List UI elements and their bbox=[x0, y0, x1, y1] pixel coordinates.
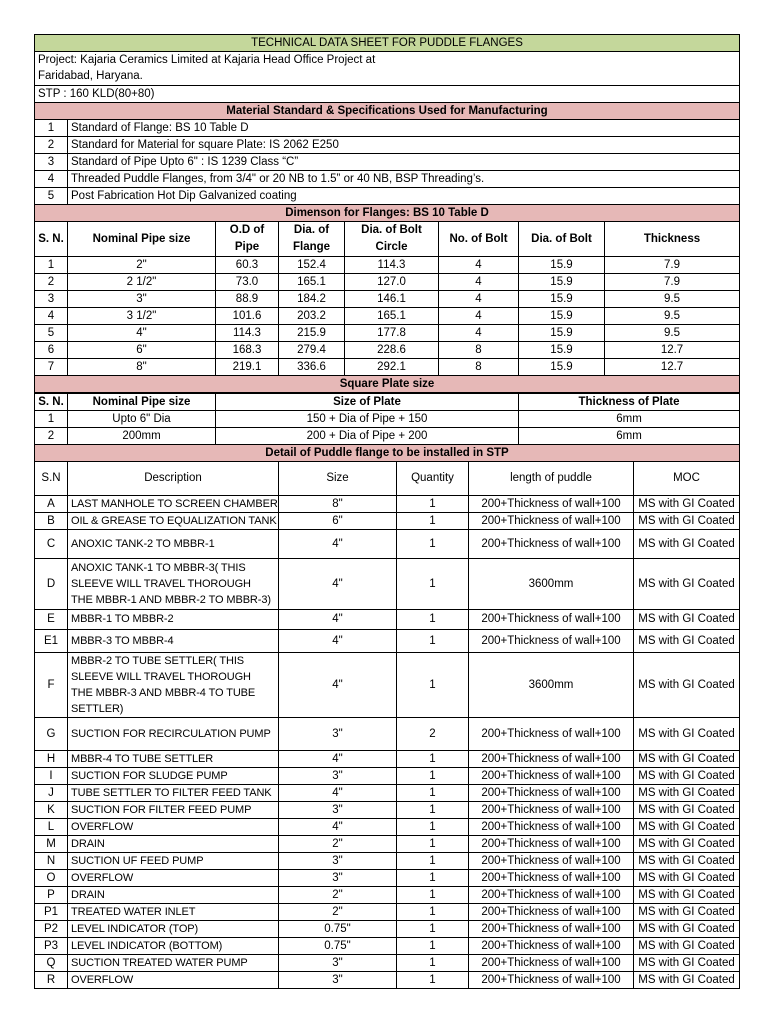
table-row bbox=[35, 802, 740, 819]
dim-thickness: 7.9 bbox=[605, 257, 740, 274]
dim-od: 73.0 bbox=[216, 274, 279, 291]
detail-size: 4" bbox=[279, 559, 397, 610]
dim-bolt-dia: 15.9 bbox=[519, 274, 605, 291]
dim-od: 88.9 bbox=[216, 291, 279, 308]
dim-header-flange-l2: Flange bbox=[292, 241, 331, 253]
sq-sn: 2 bbox=[35, 428, 68, 445]
project-capacity: STP : 160 KLD(80+80) bbox=[35, 86, 740, 103]
material-row bbox=[35, 120, 740, 137]
dim-nominal-size: 2 1/2" bbox=[68, 274, 216, 291]
detail-sn: B bbox=[35, 513, 68, 530]
detail-sn: E1 bbox=[35, 630, 68, 653]
dim-thickness: 7.9 bbox=[605, 274, 740, 291]
dim-no-bolt: 4 bbox=[439, 291, 519, 308]
detail-sn: M bbox=[35, 836, 68, 853]
detail-size: 6" bbox=[279, 513, 397, 530]
sq-nominal-size: 200mm bbox=[68, 428, 216, 445]
material-row-text: Post Fabrication Hot Dip Galvanized coating bbox=[68, 188, 740, 205]
dim-bolt-dia: 15.9 bbox=[519, 325, 605, 342]
detail-size: 0.75" bbox=[279, 921, 397, 938]
detail-length: 200+Thickness of wall+100 bbox=[469, 819, 634, 836]
detail-description: SUCTION FOR RECIRCULATION PUMP bbox=[68, 718, 279, 751]
sq-plate-thickness: 6mm bbox=[519, 411, 740, 428]
detail-quantity: 1 bbox=[397, 630, 469, 653]
dim-bolt-circle: 292.1 bbox=[345, 359, 439, 376]
detail-sn: K bbox=[35, 802, 68, 819]
dim-sn: 6 bbox=[35, 342, 68, 359]
detail-moc: MS with GI Coated bbox=[634, 802, 740, 819]
sq-plate-size: 150 + Dia of Pipe + 150 bbox=[216, 411, 519, 428]
dim-header-od-l2: Pipe bbox=[234, 241, 260, 253]
dimension-row bbox=[35, 291, 740, 308]
detail-moc: MS with GI Coated bbox=[634, 887, 740, 904]
dimension-heading: Dimenson for Flanges: BS 10 Table D bbox=[35, 205, 740, 222]
detail-quantity: 1 bbox=[397, 513, 469, 530]
detail-moc: MS with GI Coated bbox=[634, 653, 740, 718]
dim-od: 219.1 bbox=[216, 359, 279, 376]
detail-size: 3" bbox=[279, 802, 397, 819]
detail-size: 4" bbox=[279, 751, 397, 768]
dim-flange: 336.6 bbox=[279, 359, 345, 376]
detail-moc: MS with GI Coated bbox=[634, 751, 740, 768]
dim-bolt-circle: 228.6 bbox=[345, 342, 439, 359]
detail-quantity: 1 bbox=[397, 938, 469, 955]
dim-header-no-bolt: No. of Bolt bbox=[439, 222, 519, 257]
detail-size: 4" bbox=[279, 610, 397, 630]
table-row bbox=[35, 718, 740, 751]
sq-nominal-size: Upto 6" Dia bbox=[68, 411, 216, 428]
detail-sn: R bbox=[35, 972, 68, 989]
detail-length: 200+Thickness of wall+100 bbox=[469, 853, 634, 870]
material-row-number: 1 bbox=[35, 120, 68, 137]
detail-length: 200+Thickness of wall+100 bbox=[469, 496, 634, 513]
dim-od: 101.6 bbox=[216, 308, 279, 325]
detail-sn: P3 bbox=[35, 938, 68, 955]
detail-moc: MS with GI Coated bbox=[634, 904, 740, 921]
detail-moc: MS with GI Coated bbox=[634, 870, 740, 887]
detail-moc: MS with GI Coated bbox=[634, 768, 740, 785]
detail-size: 2" bbox=[279, 887, 397, 904]
square-plate-row bbox=[35, 411, 740, 428]
table-row bbox=[35, 530, 740, 559]
detail-table bbox=[34, 461, 740, 989]
dim-thickness: 9.5 bbox=[605, 291, 740, 308]
detail-size: 3" bbox=[279, 972, 397, 989]
detail-sn: N bbox=[35, 853, 68, 870]
material-row-number: 4 bbox=[35, 171, 68, 188]
square-heading: Square Plate size bbox=[35, 376, 740, 393]
detail-moc: MS with GI Coated bbox=[634, 853, 740, 870]
detail-quantity: 1 bbox=[397, 904, 469, 921]
dim-bolt-dia: 15.9 bbox=[519, 257, 605, 274]
detail-size: 2" bbox=[279, 836, 397, 853]
detail-moc: MS with GI Coated bbox=[634, 972, 740, 989]
dim-od: 60.3 bbox=[216, 257, 279, 274]
detail-header-moc: MOC bbox=[634, 462, 740, 496]
dimension-row bbox=[35, 308, 740, 325]
table-row bbox=[35, 921, 740, 938]
detail-size: 3" bbox=[279, 853, 397, 870]
dim-bolt-circle: 177.8 bbox=[345, 325, 439, 342]
dim-header-flange-l1: Dia. of bbox=[293, 224, 330, 236]
detail-quantity: 1 bbox=[397, 853, 469, 870]
detail-sn: G bbox=[35, 718, 68, 751]
detail-size: 3" bbox=[279, 870, 397, 887]
detail-moc: MS with GI Coated bbox=[634, 921, 740, 938]
project-line-2: Faridabad, Haryana. bbox=[35, 69, 740, 86]
table-row bbox=[35, 630, 740, 653]
sq-header-nominal-size: Nominal Pipe size bbox=[68, 394, 216, 411]
table-row bbox=[35, 836, 740, 853]
dim-no-bolt: 4 bbox=[439, 325, 519, 342]
table-row bbox=[35, 751, 740, 768]
detail-size: 4" bbox=[279, 530, 397, 559]
detail-sn: D bbox=[35, 559, 68, 610]
detail-quantity: 1 bbox=[397, 921, 469, 938]
detail-description: LAST MANHOLE TO SCREEN CHAMBER bbox=[68, 496, 279, 513]
detail-quantity: 1 bbox=[397, 955, 469, 972]
detail-sn: I bbox=[35, 768, 68, 785]
dim-header-bolt-circle-l1: Dia. of Bolt bbox=[361, 224, 422, 236]
table-row bbox=[35, 853, 740, 870]
table-row bbox=[35, 887, 740, 904]
dim-header-flange bbox=[279, 222, 345, 257]
sq-header-thickness: Thickness of Plate bbox=[519, 394, 740, 411]
detail-moc: MS with GI Coated bbox=[634, 630, 740, 653]
detail-sn: C bbox=[35, 530, 68, 559]
detail-description: SUCTION FOR SLUDGE PUMP bbox=[68, 768, 279, 785]
dim-thickness: 12.7 bbox=[605, 359, 740, 376]
dim-od: 114.3 bbox=[216, 325, 279, 342]
dim-sn: 5 bbox=[35, 325, 68, 342]
detail-header-description: Description bbox=[68, 462, 279, 496]
square-plate-table bbox=[34, 393, 740, 462]
detail-length: 200+Thickness of wall+100 bbox=[469, 630, 634, 653]
detail-size: 0.75" bbox=[279, 938, 397, 955]
detail-length: 200+Thickness of wall+100 bbox=[469, 530, 634, 559]
detail-moc: MS with GI Coated bbox=[634, 559, 740, 610]
detail-description: MBBR-4 TO TUBE SETTLER bbox=[68, 751, 279, 768]
table-row bbox=[35, 653, 740, 718]
material-row bbox=[35, 154, 740, 171]
detail-header-sn: S.N bbox=[35, 462, 68, 496]
dim-header-bolt-circle bbox=[345, 222, 439, 257]
detail-description: SUCTION TREATED WATER PUMP bbox=[68, 955, 279, 972]
sq-header-sn: S. N. bbox=[35, 394, 68, 411]
dim-bolt-dia: 15.9 bbox=[519, 291, 605, 308]
dim-thickness: 9.5 bbox=[605, 325, 740, 342]
detail-size: 8" bbox=[279, 496, 397, 513]
detail-description: OVERFLOW bbox=[68, 972, 279, 989]
detail-length: 200+Thickness of wall+100 bbox=[469, 921, 634, 938]
sq-sn: 1 bbox=[35, 411, 68, 428]
detail-sn: P bbox=[35, 887, 68, 904]
table-row bbox=[35, 768, 740, 785]
detail-description: OVERFLOW bbox=[68, 819, 279, 836]
dim-no-bolt: 8 bbox=[439, 359, 519, 376]
dim-no-bolt: 4 bbox=[439, 274, 519, 291]
detail-description: MBBR-3 TO MBBR-4 bbox=[68, 630, 279, 653]
dim-header-bolt-circle-l2: Circle bbox=[375, 241, 408, 253]
sq-plate-thickness: 6mm bbox=[519, 428, 740, 445]
dim-bolt-circle: 165.1 bbox=[345, 308, 439, 325]
table-row bbox=[35, 955, 740, 972]
detail-size: 4" bbox=[279, 653, 397, 718]
detail-length: 200+Thickness of wall+100 bbox=[469, 785, 634, 802]
material-row-text: Standard of Pipe Upto 6" : IS 1239 Class “C” bbox=[68, 154, 740, 171]
dim-flange: 184.2 bbox=[279, 291, 345, 308]
detail-quantity: 1 bbox=[397, 653, 469, 718]
dim-nominal-size: 6" bbox=[68, 342, 216, 359]
detail-length: 200+Thickness of wall+100 bbox=[469, 972, 634, 989]
dim-sn: 7 bbox=[35, 359, 68, 376]
sq-plate-size: 200 + Dia of Pipe + 200 bbox=[216, 428, 519, 445]
material-row-number: 5 bbox=[35, 188, 68, 205]
detail-sn: P1 bbox=[35, 904, 68, 921]
dim-no-bolt: 8 bbox=[439, 342, 519, 359]
dim-header-bolt-dia: Dia. of Bolt bbox=[519, 222, 605, 257]
detail-quantity: 1 bbox=[397, 496, 469, 513]
table-row bbox=[35, 972, 740, 989]
detail-description: DRAIN bbox=[68, 887, 279, 904]
dim-thickness: 9.5 bbox=[605, 308, 740, 325]
dim-flange: 203.2 bbox=[279, 308, 345, 325]
dim-flange: 279.4 bbox=[279, 342, 345, 359]
material-row-number: 2 bbox=[35, 137, 68, 154]
material-row bbox=[35, 171, 740, 188]
dim-header-od-l1: O.D of bbox=[229, 224, 265, 236]
detail-header-length: length of puddle bbox=[469, 462, 634, 496]
dim-header-nominal-size: Nominal Pipe size bbox=[68, 222, 216, 257]
detail-description: MBBR-1 TO MBBR-2 bbox=[68, 610, 279, 630]
material-table bbox=[34, 119, 740, 205]
detail-quantity: 1 bbox=[397, 785, 469, 802]
detail-sn: P2 bbox=[35, 921, 68, 938]
detail-moc: MS with GI Coated bbox=[634, 785, 740, 802]
dimension-table bbox=[34, 204, 740, 393]
material-row-text: Standard for Material for square Plate: IS 2062 E250 bbox=[68, 137, 740, 154]
sheet-title: TECHNICAL DATA SHEET FOR PUDDLE FLANGES bbox=[35, 35, 740, 52]
detail-quantity: 1 bbox=[397, 559, 469, 610]
table-row bbox=[35, 938, 740, 955]
table-row bbox=[35, 496, 740, 513]
detail-description: OVERFLOW bbox=[68, 870, 279, 887]
table-row bbox=[35, 785, 740, 802]
dim-flange: 215.9 bbox=[279, 325, 345, 342]
detail-moc: MS with GI Coated bbox=[634, 836, 740, 853]
detail-description: OIL & GREASE TO EQUALIZATION TANK bbox=[68, 513, 279, 530]
detail-sn: E bbox=[35, 610, 68, 630]
detail-length: 200+Thickness of wall+100 bbox=[469, 887, 634, 904]
detail-length: 200+Thickness of wall+100 bbox=[469, 904, 634, 921]
dim-sn: 4 bbox=[35, 308, 68, 325]
detail-length: 200+Thickness of wall+100 bbox=[469, 938, 634, 955]
detail-length: 200+Thickness of wall+100 bbox=[469, 870, 634, 887]
detail-size: 4" bbox=[279, 819, 397, 836]
material-row-text: Threaded Puddle Flanges, from 3/4" or 20 NB to 1.5” or 40 NB, BSP Threading’s. bbox=[68, 171, 740, 188]
detail-description: MBBR-2 TO TUBE SETTLER( THIS SLEEVE WILL TRAVEL THOROUGH THE MBBR-3 AND MBBR-4 TO TUBE SETTLER) bbox=[68, 653, 279, 718]
dim-header-od bbox=[216, 222, 279, 257]
dim-bolt-dia: 15.9 bbox=[519, 308, 605, 325]
dim-nominal-size: 4" bbox=[68, 325, 216, 342]
detail-moc: MS with GI Coated bbox=[634, 513, 740, 530]
detail-size: 3" bbox=[279, 955, 397, 972]
detail-quantity: 1 bbox=[397, 972, 469, 989]
table-row bbox=[35, 610, 740, 630]
dimension-row bbox=[35, 257, 740, 274]
detail-heading: Detail of Puddle flange to be installed in STP bbox=[35, 445, 740, 462]
dim-bolt-circle: 114.3 bbox=[345, 257, 439, 274]
detail-sn: L bbox=[35, 819, 68, 836]
detail-quantity: 1 bbox=[397, 836, 469, 853]
dim-nominal-size: 3" bbox=[68, 291, 216, 308]
dim-thickness: 12.7 bbox=[605, 342, 740, 359]
dim-nominal-size: 8" bbox=[68, 359, 216, 376]
detail-description: LEVEL INDICATOR (TOP) bbox=[68, 921, 279, 938]
detail-moc: MS with GI Coated bbox=[634, 610, 740, 630]
table-row bbox=[35, 513, 740, 530]
detail-length: 200+Thickness of wall+100 bbox=[469, 802, 634, 819]
dimension-row bbox=[35, 342, 740, 359]
detail-description: SUCTION FOR FILTER FEED PUMP bbox=[68, 802, 279, 819]
detail-description: SUCTION UF FEED PUMP bbox=[68, 853, 279, 870]
material-row bbox=[35, 188, 740, 205]
dim-flange: 165.1 bbox=[279, 274, 345, 291]
dim-sn: 1 bbox=[35, 257, 68, 274]
material-row-text: Standard of Flange: BS 10 Table D bbox=[68, 120, 740, 137]
detail-moc: MS with GI Coated bbox=[634, 496, 740, 513]
detail-description: LEVEL INDICATOR (BOTTOM) bbox=[68, 938, 279, 955]
header-table bbox=[34, 34, 740, 120]
detail-quantity: 1 bbox=[397, 610, 469, 630]
detail-length: 200+Thickness of wall+100 bbox=[469, 768, 634, 785]
material-row-number: 3 bbox=[35, 154, 68, 171]
dim-bolt-dia: 15.9 bbox=[519, 359, 605, 376]
detail-header-quantity: Quantity bbox=[397, 462, 469, 496]
dim-no-bolt: 4 bbox=[439, 257, 519, 274]
detail-moc: MS with GI Coated bbox=[634, 938, 740, 955]
detail-quantity: 1 bbox=[397, 802, 469, 819]
detail-header-size: Size bbox=[279, 462, 397, 496]
detail-sn: J bbox=[35, 785, 68, 802]
dim-no-bolt: 4 bbox=[439, 308, 519, 325]
detail-quantity: 1 bbox=[397, 819, 469, 836]
square-plate-row bbox=[35, 428, 740, 445]
detail-size: 3" bbox=[279, 718, 397, 751]
detail-quantity: 1 bbox=[397, 768, 469, 785]
material-heading: Material Standard & Specifications Used for Manufacturing bbox=[35, 103, 740, 120]
detail-length: 200+Thickness of wall+100 bbox=[469, 513, 634, 530]
material-row bbox=[35, 137, 740, 154]
detail-length: 200+Thickness of wall+100 bbox=[469, 718, 634, 751]
dim-header-sn: S. N. bbox=[35, 222, 68, 257]
detail-quantity: 1 bbox=[397, 530, 469, 559]
dim-nominal-size: 3 1/2" bbox=[68, 308, 216, 325]
detail-moc: MS with GI Coated bbox=[634, 718, 740, 751]
table-row bbox=[35, 819, 740, 836]
dim-bolt-circle: 146.1 bbox=[345, 291, 439, 308]
detail-sn: O bbox=[35, 870, 68, 887]
detail-description: ANOXIC TANK-2 TO MBBR-1 bbox=[68, 530, 279, 559]
detail-length: 200+Thickness of wall+100 bbox=[469, 751, 634, 768]
dim-sn: 2 bbox=[35, 274, 68, 291]
dim-nominal-size: 2" bbox=[68, 257, 216, 274]
detail-moc: MS with GI Coated bbox=[634, 530, 740, 559]
detail-size: 3" bbox=[279, 768, 397, 785]
dimension-row bbox=[35, 274, 740, 291]
table-row bbox=[35, 870, 740, 887]
detail-sn: F bbox=[35, 653, 68, 718]
table-row bbox=[35, 904, 740, 921]
dim-flange: 152.4 bbox=[279, 257, 345, 274]
detail-quantity: 1 bbox=[397, 751, 469, 768]
detail-size: 4" bbox=[279, 630, 397, 653]
detail-description: ANOXIC TANK-1 TO MBBR-3( THIS SLEEVE WILL TRAVEL THOROUGH THE MBBR-1 AND MBBR-2 TO MBBR-3) bbox=[68, 559, 279, 610]
detail-description: DRAIN bbox=[68, 836, 279, 853]
dimension-row bbox=[35, 359, 740, 376]
detail-description: TREATED WATER INLET bbox=[68, 904, 279, 921]
dim-od: 168.3 bbox=[216, 342, 279, 359]
dim-bolt-dia: 15.9 bbox=[519, 342, 605, 359]
detail-sn: H bbox=[35, 751, 68, 768]
detail-moc: MS with GI Coated bbox=[634, 819, 740, 836]
sq-header-size: Size of Plate bbox=[216, 394, 519, 411]
detail-sn: Q bbox=[35, 955, 68, 972]
detail-length: 3600mm bbox=[469, 559, 634, 610]
detail-description: TUBE SETTLER TO FILTER FEED TANK bbox=[68, 785, 279, 802]
detail-size: 2" bbox=[279, 904, 397, 921]
detail-moc: MS with GI Coated bbox=[634, 955, 740, 972]
detail-size: 4" bbox=[279, 785, 397, 802]
detail-quantity: 2 bbox=[397, 718, 469, 751]
detail-length: 200+Thickness of wall+100 bbox=[469, 836, 634, 853]
detail-quantity: 1 bbox=[397, 887, 469, 904]
dimension-row bbox=[35, 325, 740, 342]
project-line-1: Project: Kajaria Ceramics Limited at Kajaria Head Office Project at bbox=[35, 52, 740, 69]
detail-sn: A bbox=[35, 496, 68, 513]
detail-quantity: 1 bbox=[397, 870, 469, 887]
dim-sn: 3 bbox=[35, 291, 68, 308]
table-row bbox=[35, 559, 740, 610]
dim-bolt-circle: 127.0 bbox=[345, 274, 439, 291]
dim-header-thickness: Thickness bbox=[605, 222, 740, 257]
detail-length: 200+Thickness of wall+100 bbox=[469, 610, 634, 630]
detail-length: 200+Thickness of wall+100 bbox=[469, 955, 634, 972]
detail-length: 3600mm bbox=[469, 653, 634, 718]
